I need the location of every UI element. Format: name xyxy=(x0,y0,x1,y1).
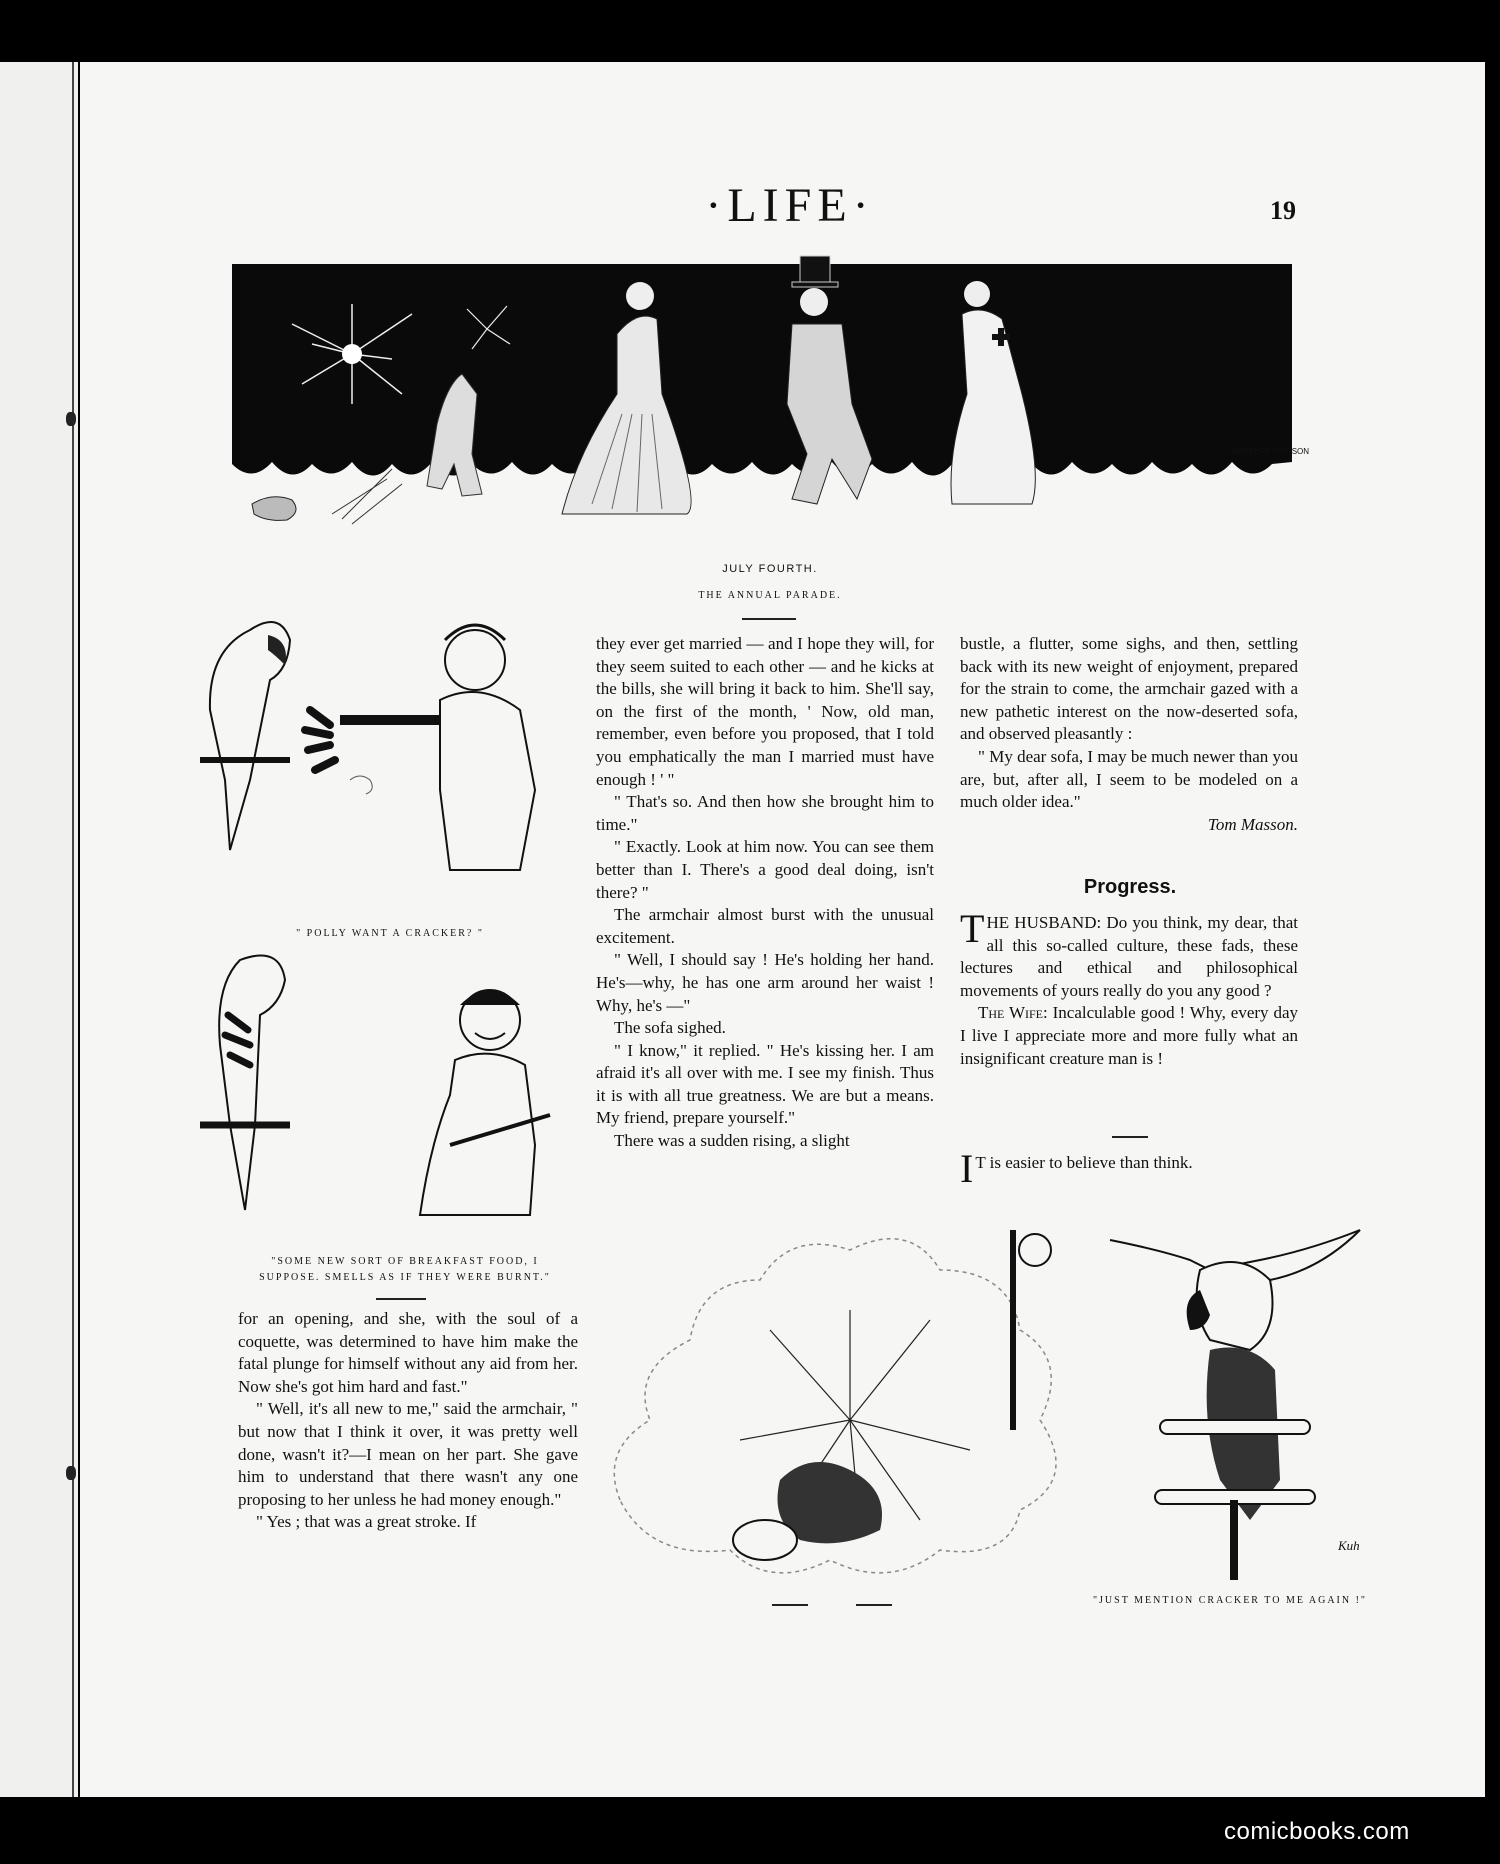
divider-rule xyxy=(772,1604,808,1606)
progress-article xyxy=(960,906,1299,1070)
paragraph: " Well, I should say ! He's holding her hand. He's—why, he has one arm around her waist ! Why, he's —" xyxy=(596,950,934,1015)
bandaged-parrot-illustration xyxy=(1100,1220,1370,1590)
paragraph: " That's so. And then how she brought him to time." xyxy=(596,792,934,834)
wife-label: The Wife xyxy=(978,1003,1044,1023)
paragraph: for an opening, and she, with the soul of a coquette, was determined to have him make the fatal plunge for himself without any aid from her. Now she's got him hard and fast." xyxy=(238,1309,578,1396)
divider-rule xyxy=(376,1298,426,1300)
parrot-and-boy-illustration xyxy=(190,610,590,910)
paragraph: " Well, it's all new to me," said the armchair, " but now that I think it over, it was pretty well done, wasn't it?—I mean on her part. She gave him to understand that there wasn't any one proposing to her unless he had money enough." xyxy=(238,1399,578,1509)
banner-caption-subtitle: THE ANNUAL PARADE. xyxy=(698,590,842,601)
cartoon-middle-caption-line-2: SUPPOSE. SMELLS AS IF THEY WERE BURNT." xyxy=(259,1272,551,1283)
binding-staple xyxy=(66,1466,76,1480)
masthead: ·LIFE· xyxy=(705,179,875,232)
husband-text: : Do you think, my dear, that all this so-called culture, these fads, these lectures and ethical and philosophical movements of yours really do you any good ? xyxy=(960,913,1299,1000)
article-column-middle xyxy=(596,633,934,1153)
site-watermark: comicbooks.com xyxy=(1224,1818,1410,1845)
paragraph: bustle, a flutter, some sighs, and then, settling back with its new weight of enjoyment, prepared for the strain to come, the armchair gazed with a new pathetic interest on the now-deserted sofa, and observed pleasantly : xyxy=(960,634,1298,744)
progress-title: Progress. xyxy=(1083,876,1177,898)
parrot-with-crackers-and-grinning-boy-illustration xyxy=(190,945,590,1245)
july-fourth-banner-illustration xyxy=(232,264,1310,554)
paragraph: " Exactly. Look at him now. You can see them better than I. There's a good deal doing, isn't there? " xyxy=(596,837,934,902)
drop-cap: I xyxy=(960,1146,974,1191)
exploding-parrot-illustration xyxy=(590,1220,1090,1610)
wife-text: : Incalculable good ! Why, every day I live I appreciate more and more fully what an insignificant creature man is ! xyxy=(960,1003,1298,1068)
paragraph: " I know," it replied. " He's kissing her. I am afraid it's all over with me. I see my finish. Thus it is with all true greatness. We are but a means. My friend, prepare yourself." xyxy=(596,1040,934,1128)
previous-page-edge xyxy=(0,62,78,1797)
cartoon-bottom-right-caption: "JUST MENTION CRACKER TO ME AGAIN !" xyxy=(1092,1595,1368,1606)
maxim xyxy=(960,1146,1298,1191)
cartoon-artist-signature: Kuh xyxy=(1338,1538,1360,1553)
divider-rule xyxy=(1112,1136,1148,1138)
paragraph: There was a sudden rising, a slight xyxy=(614,1131,850,1151)
cartoon-middle-caption-line-1: "SOME NEW SORT OF BREAKFAST FOOD, I xyxy=(271,1256,539,1267)
page-gutter xyxy=(72,62,74,1797)
drop-cap: T xyxy=(960,906,985,951)
banner-artist-signature: HERBERT GRISSON xyxy=(1232,447,1310,456)
author-signature: Tom Masson. xyxy=(1207,814,1298,834)
husband-label: HE HUSBAND xyxy=(986,913,1097,932)
page-number: 19 xyxy=(1270,196,1296,225)
maxim-text: T is easier to believe than think. xyxy=(975,1153,1193,1172)
divider-rule xyxy=(856,1604,892,1606)
paragraph: The armchair almost burst with the unusual excitement. xyxy=(596,905,934,947)
paragraph: " Yes ; that was a great stroke. If xyxy=(256,1512,477,1532)
cartoon-top-caption: " POLLY WANT A CRACKER? " xyxy=(296,928,484,939)
article-column-left xyxy=(238,1308,578,1534)
paragraph: " My dear sofa, I may be much newer than you are, but, after all, I seem to be modeled on a much older idea." xyxy=(960,746,1298,812)
divider-rule xyxy=(742,618,796,620)
banner-caption-title: JULY FOURTH. xyxy=(722,563,818,575)
article-column-right xyxy=(960,633,1298,836)
binding-staple xyxy=(66,412,76,426)
paragraph: they ever get married — and I hope they will, for they seem suited to each other — and he kicks at the bills, she will bring it back to him. She'll say, on the first of the month, ' Now, old man, remember, even before you proposed, that I told you emphatically the man I married must have enough ! ' " xyxy=(596,634,934,789)
paragraph: The sofa sighed. xyxy=(614,1018,726,1038)
